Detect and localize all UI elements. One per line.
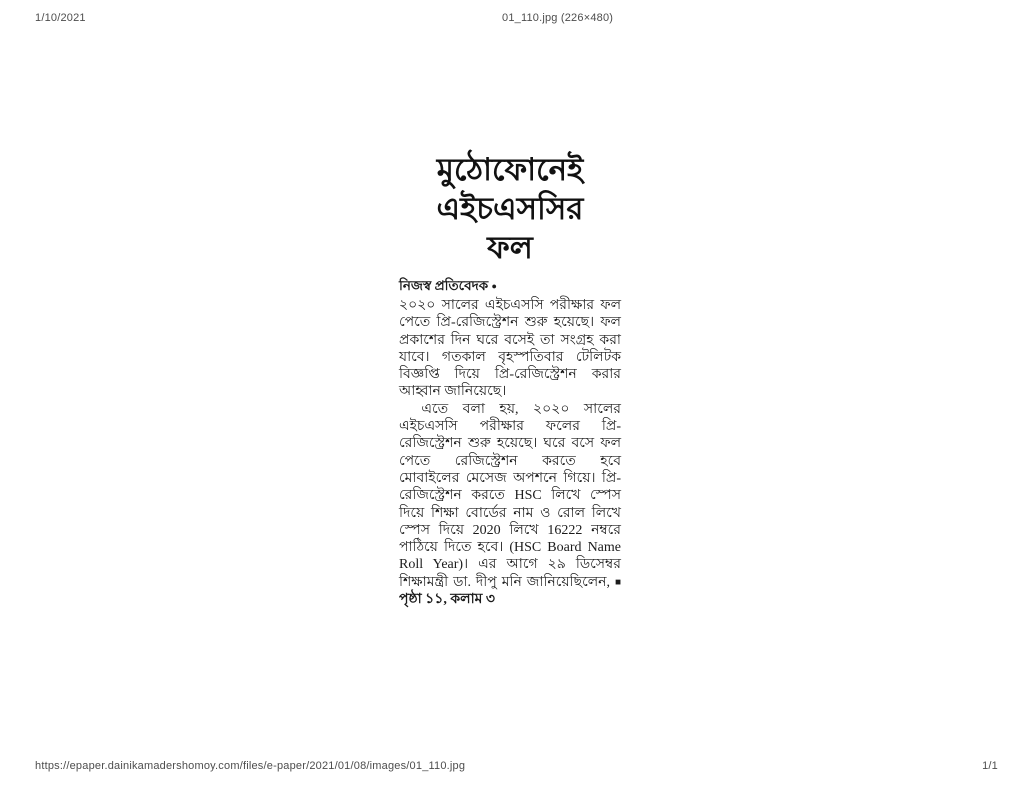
- article-headline: [399, 150, 621, 267]
- continuation-reference: পৃষ্ঠা ১১, কলাম ৩: [399, 592, 496, 608]
- newspaper-clipping: [399, 150, 621, 608]
- print-header-filename: 01_110.jpg (226×480): [502, 12, 614, 24]
- print-header-date: 1/10/2021: [35, 12, 86, 24]
- headline-line-3: ফল: [487, 230, 533, 265]
- square-bullet-icon: ■: [614, 576, 621, 588]
- paragraph-text: এতে বলা হয়, ২০২০ সালের এইচএসসি পরীক্ষার ফলের প্রি-রেজিস্ট্রেশন শুরু হয়েছে। ঘরে বসে ফল পেতে রেজিস্ট্রেশন করতে হবে মোবাইলের মেসেজ অপশনে গিয়ে। প্রি-রেজিস্ট্রেশন করতে HSC লিখে স্পেস দিয়ে শিক্ষা বোর্ডের নাম ও রোল লিখে স্পেস দিয়ে 2020 লিখে 16222 নম্বরে পাঠিয়ে দিতে হবে। (HSC Board Name Roll Year)। এর আগে ২৯ ডিসেম্বর শিক্ষামন্ত্রী ডা. দীপু মনি জানিয়েছিলেন,: [399, 401, 621, 590]
- article-paragraph: ২০২০ সালের এইচএসসি পরীক্ষার ফল পেতে প্রি-রেজিস্ট্রেশন শুরু হয়েছে। ফল প্রকাশের দিন ঘরে বসেই তা সংগ্রহ করা যাবে। গতকাল বৃহস্পতিবার টেলিটক বিজ্ঞপ্তি দিয়ে প্রি-রেজিস্ট্রেশন করার আহ্বান জানিয়েছে।: [399, 298, 621, 400]
- circle-bullet-icon: ●: [491, 281, 497, 291]
- print-footer-page-indicator: 1/1: [982, 760, 998, 772]
- article-paragraph: [399, 401, 621, 609]
- byline-author: নিজস্ব প্রতিবেদক: [399, 278, 489, 293]
- headline-line-1: মুঠোফোনেই: [436, 152, 584, 187]
- headline-line-2: এইচএসসির: [436, 191, 584, 226]
- print-footer-url: https://epaper.dainikamadershomoy.com/files/e-paper/2021/01/08/images/01_110.jpg: [35, 760, 466, 772]
- article-byline: [399, 277, 621, 295]
